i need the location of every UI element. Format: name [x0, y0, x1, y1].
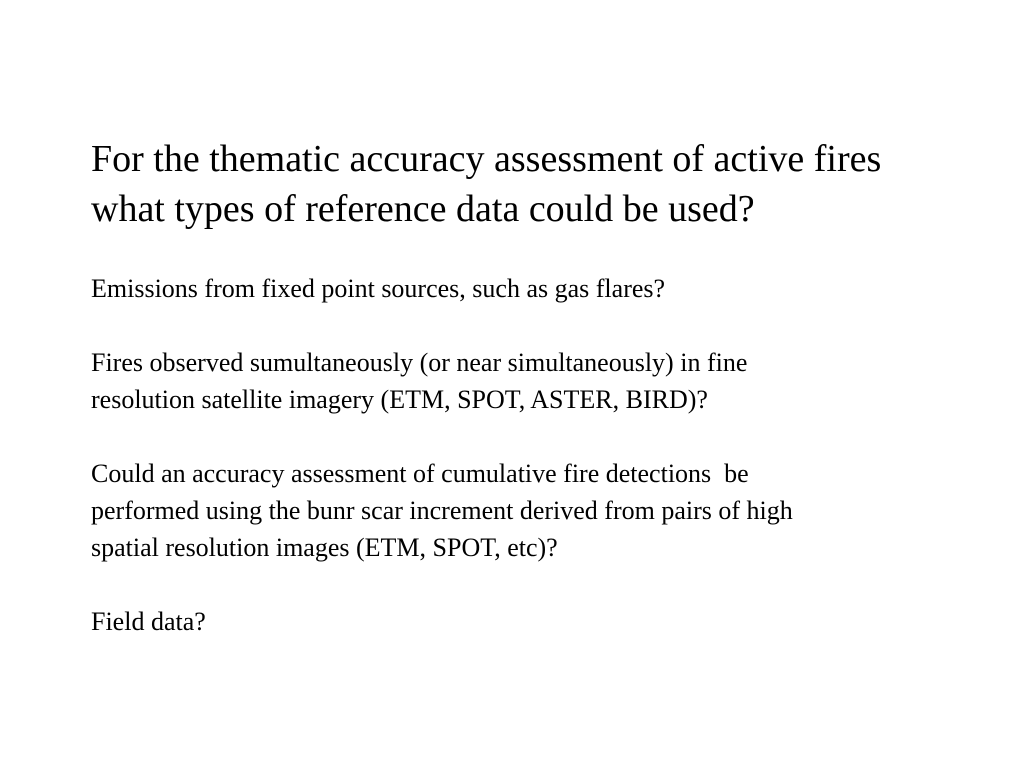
- question-line-1: For the thematic accuracy assessment of active fires: [91, 138, 882, 180]
- field-data-paragraph: Field data?: [91, 607, 206, 636]
- question-line-2: what types of reference data could be used?: [91, 188, 755, 230]
- emissions-paragraph: Emissions from fixed point sources, such as gas flares?: [91, 274, 666, 303]
- fires-observed-line-1: Fires observed sumultaneously (or near simultaneously) in fine: [91, 348, 748, 377]
- fires-observed-line-2: resolution satellite imagery (ETM, SPOT, ASTER, BIRD)?: [91, 385, 708, 414]
- cumulative-line-1: Could an accuracy assessment of cumulative fire detections be: [91, 459, 749, 488]
- cumulative-line-2: performed using the bunr scar increment derived from pairs of high: [91, 496, 793, 525]
- cumulative-line-3: spatial resolution images (ETM, SPOT, etc)?: [91, 533, 558, 562]
